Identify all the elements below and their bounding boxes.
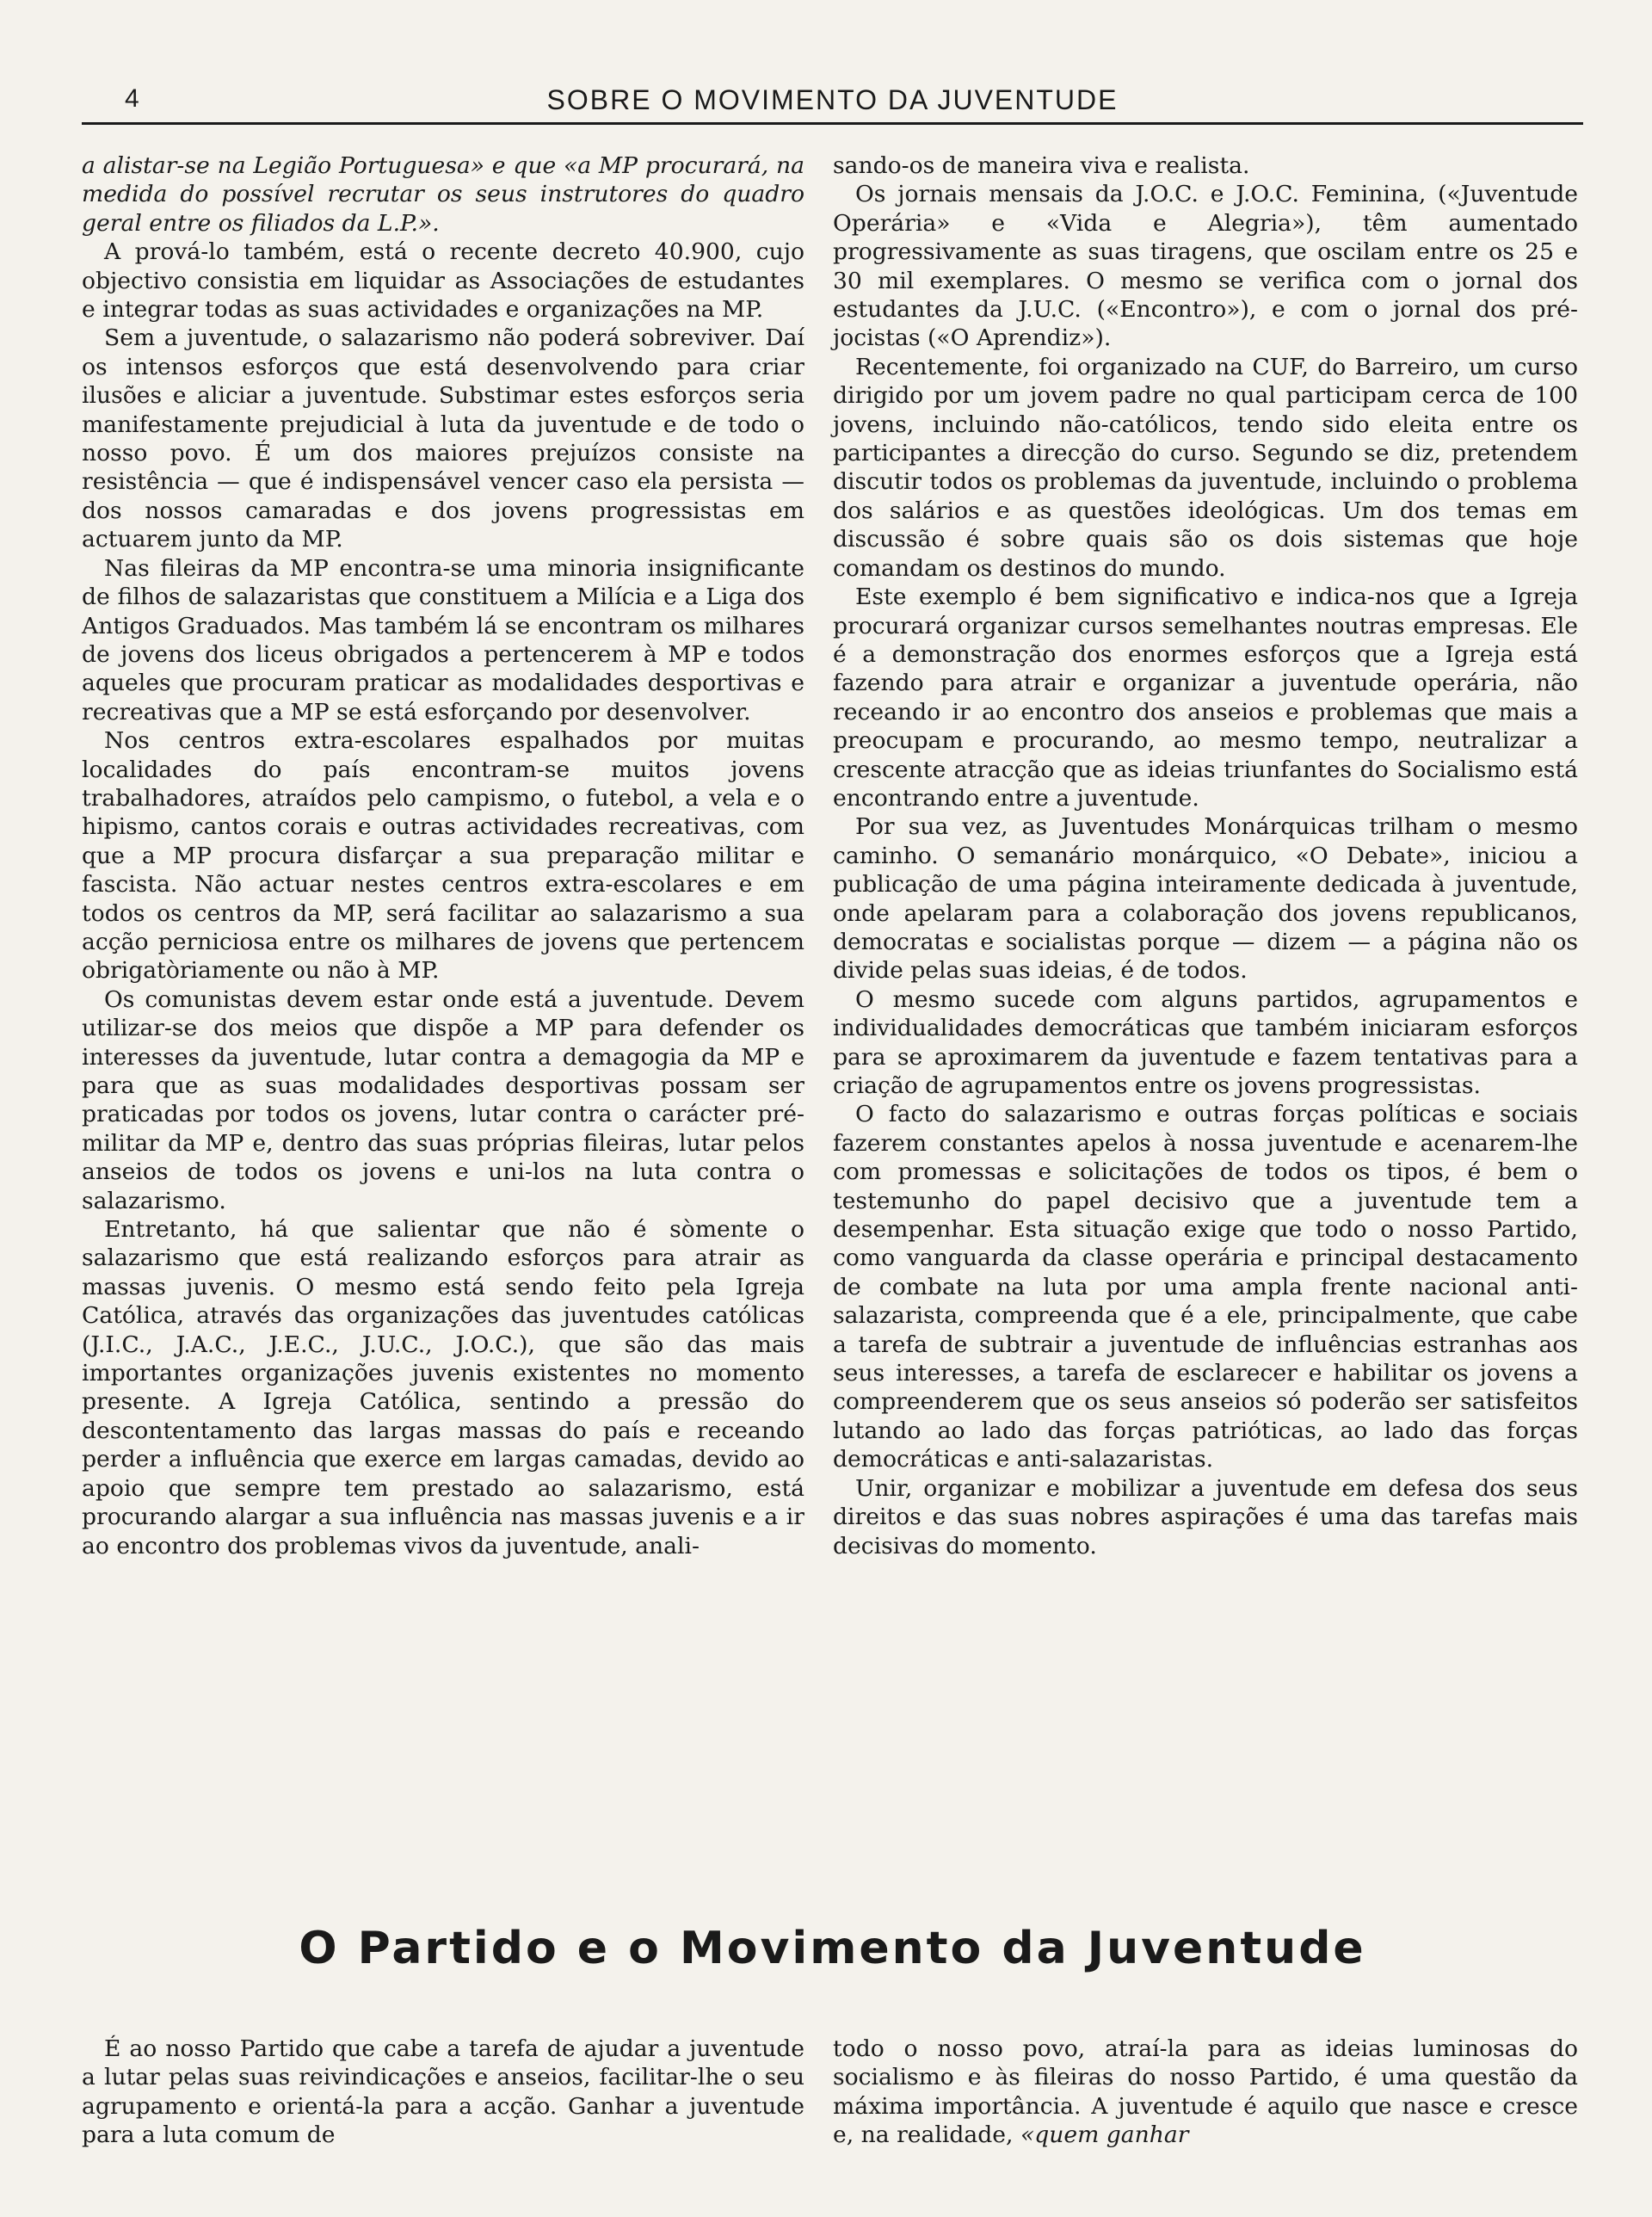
paragraph: Os jornais mensais da J.O.C. e J.O.C. Feminina, («Juventude Operária» e «Vida e Alegria»), têm aumentado progressivamente as suas tiragens, que oscilam entre os 25 e 30 mil exemplares. O mesmo se verifica com o jornal dos estudantes da J.U.C. («Encontro»), e com o jornal dos pré-jocistas («O Aprendiz»).: [833, 181, 1578, 352]
section-column-left: [82, 2035, 804, 2150]
paragraph: a alistar-se na Legião Portuguesa» e que «a MP procurará, na medida do possível recrutar os seus instrutores do quadro geral entre os filiados da L.P.».: [82, 152, 804, 237]
paragraph-text: todo o nosso povo, atraí-la para as ideias luminosas do socialismo e às fileiras do nosso Partido, é uma questão da máxima importância. A juventude é aquilo que nasce e cresce e, na realidade,: [833, 2035, 1578, 2149]
section-heading: O Partido e o Movimento da Juventude: [299, 1923, 1366, 1974]
paragraph: sando-os de maneira viva e realista.: [833, 152, 1250, 179]
section-column-right: [833, 2035, 1578, 2150]
paragraph: Nas fileiras da MP encontra-se uma minoria insignificante de filhos de salazaristas que constituem a Milícia e a Liga dos Antigos Graduados. Mas também lá se encontram os milhares de jovens dos liceus obrigados a pertencerem à MP e todos aqueles que procuram praticar as modalidades desportivas e recreativas que a MP se está esforçando por desenvolver.: [82, 554, 804, 726]
paragraph: Sem a juventude, o salazarismo não poderá sobreviver. Daí os intensos esforços que está desenvolvendo para criar ilusões e aliciar a juventude. Substimar estes esforços seria manifestamente prejudicial à luta da juventude e de todo o nosso povo. É um dos maiores prejuízos consiste na resistência — que é indispensável vencer caso ela persista — dos nossos camaradas e dos jovens progressistas em actuarem junto da MP.: [82, 324, 804, 553]
paragraph: A prová-lo também, está o recente decreto 40.900, cujo objectivo consistia em liquidar as Associações de estudantes e integrar todas as suas actividades e organizações na MP.: [82, 238, 804, 324]
paragraph: [833, 2035, 1578, 2150]
running-title: SOBRE O MOVIMENTO DA JUVENTUDE: [546, 84, 1119, 115]
article-column-right: [833, 151, 1578, 1560]
paragraph: Recentemente, foi organizado na CUF, do Barreiro, um curso dirigido por um jovem padre no qual participam cerca de 100 jovens, incluindo não-católicos, tendo sido eleita entre os participantes a direcção do curso. Segundo se diz, pretendem discutir todos os problemas da juventude, incluindo o problema dos salários e as questões ideológicas. Um dos temas em discussão é sobre quais são os dois sistemas que hoje comandam os destinos do mundo.: [833, 353, 1578, 582]
paragraph: O mesmo sucede com alguns partidos, agrupamentos e individualidades democráticas que também iniciaram esforços para se aproximarem da juventude e fazem tentativas para a criação de agrupamentos entre os jovens progressistas.: [833, 985, 1578, 1099]
article-column-left: [82, 151, 804, 1560]
paragraph: Nos centros extra-escolares espalhados por muitas localidades do país encontram-se muitos jovens trabalhadores, atraídos pelo campismo, o futebol, a vela e o hipismo, cantos corais e outras actividades recreativas, com que a MP procura disfarçar a sua preparação militar e fascista. Não actuar nestes centros extra-escolares e em todos os centros da MP, será facilitar ao salazarismo a sua acção perniciosa entre os milhares de jovens que pertencem obrigatòriamente ou não à MP.: [82, 727, 804, 985]
paragraph: O facto do salazarismo e outras forças políticas e sociais fazerem constantes apelos à nossa juventude e acenarem-lhe com promessas e solicitações de todos os tipos, é bem o testemunho do papel decisivo que a juventude tem a desempenhar. Esta situação exige que todo o nosso Partido, como vanguarda da classe operária e principal destacamento de combate na luta por uma ampla frente nacional anti-salazarista, compreenda que é a ele, principalmente, que cabe a tarefa de subtrair a juventude de influências estranhas aos seus interesses, a tarefa de esclarecer e habilitar os jovens a compreenderem que os seus anseios só poderão ser satisfeitos lutando ao lado das forças patrióticas, ao lado das forças democráticas e anti-salazaristas.: [833, 1101, 1578, 1473]
page-number: 4: [125, 84, 139, 113]
paragraph: Unir, organizar e mobilizar a juventude em defesa dos seus direitos e das suas nobres aspirações é uma das tarefas mais decisivas do momento.: [833, 1474, 1578, 1559]
paragraph: Os comunistas devem estar onde está a juventude. Devem utilizar-se dos meios que dispõe a MP para defender os interesses da juventude, lutar contra a demagogia da MP e para que as suas modalidades desportivas possam ser praticadas por todos os jovens, lutar contra o carácter pré-militar da MP e, dentro das suas próprias fileiras, lutar pelos anseios de todos os jovens e uni-los na luta contra o salazarismo.: [82, 985, 804, 1214]
paragraph-italic-text: «quem ganhar: [1020, 2121, 1189, 2149]
paragraph: É ao nosso Partido que cabe a tarefa de ajudar a juventude a lutar pelas suas reivindicações e anseios, facilitar-lhe o seu agrupamento e orientá-la para a acção. Ganhar a juventude para a luta comum de: [82, 2035, 804, 2149]
page-header: [82, 83, 1583, 125]
paragraph: Este exemplo é bem significativo e indica-nos que a Igreja procurará organizar cursos semelhantes noutras empresas. Ele é a demonstração dos enormes esforços que a Igreja está fazendo para atrair e organizar a juventude operária, não receando ir ao encontro dos anseios e problemas que mais a preocupam e procurando, ao mesmo tempo, neutralizar a crescente atracção que as ideias triunfantes do Socialismo está encontrando entre a juventude.: [833, 584, 1578, 812]
paragraph: Por sua vez, as Juventudes Monárquicas trilham o mesmo caminho. O semanário monárquico, «O Debate», iniciou a publicação de uma página inteiramente dedicada à juventude, onde apelaram para a colaboração dos jovens republicanos, democratas e socialistas porque — dizem — a página não os divide pelas suas ideias, é de todos.: [833, 813, 1578, 985]
paragraph: Entretanto, há que salientar que não é sòmente o salazarismo que está realizando esforços para atrair as massas juvenis. O mesmo está sendo feito pela Igreja Católica, através das organizações das juventudes católicas (J.I.C., J.A.C., J.E.C., J.U.C., J.O.C.), que são das mais importantes organizações juvenis existentes no momento presente. A Igreja Católica, sentindo a pressão do descontentamento das largas massas do país e receando perder a influência que exerce em largas camadas, devido ao apoio que sempre tem prestado ao salazarismo, está procurando alargar a sua influência nas massas juvenis e a ir ao encontro dos problemas vivos da juventude, anali-: [82, 1216, 804, 1559]
